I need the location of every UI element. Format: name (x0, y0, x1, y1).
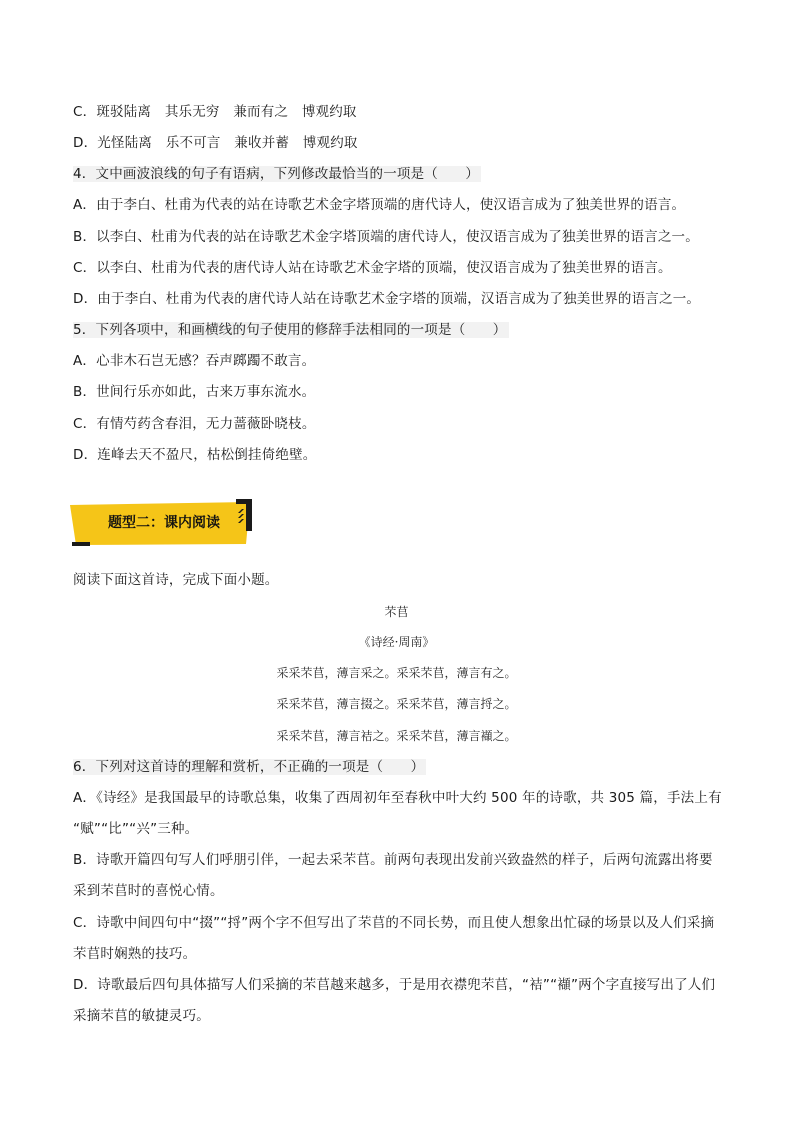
question-6-option-d-line-1: D．诗歌最后四句具体描写人们采摘的芣苢越来越多，于是用衣襟兜芣苢，“袺”“襭”两个字直接写出了人们 (73, 977, 716, 993)
question-6-option-d-line-2: 采摘芣苢的敏捷灵巧。 (73, 1008, 210, 1024)
reading-intro: 阅读下面这首诗，完成下面小题。 (73, 572, 279, 588)
question-4-option-d: D．由于李白、杜甫为代表的唐代诗人站在诗歌艺术金字塔的顶端，汉语言成为了独美世界的语言之一。 (73, 291, 701, 307)
question-6-option-a-line-1: A．《诗经》是我国最早的诗歌总集，收集了西周初年至春秋中叶大约 500 年的诗歌，共 305 篇，手法上有 (73, 790, 722, 806)
question-5-option-a: A．心非木石岂无感？吞声踯躅不敢言。 (73, 353, 316, 369)
question-6-option-c-line-2: 芣苢时娴熟的技巧。 (73, 946, 197, 962)
question-5-option-d: D．连峰去天不盈尺，枯松倒挂倚绝壁。 (73, 447, 317, 463)
section-banner (70, 499, 256, 547)
question-5-stem-text: 5．下列各项中，和画横线的句子使用的修辞手法相同的一项是（ ） (73, 322, 507, 338)
banner-dark-edge (246, 499, 252, 531)
poem-line-1: 采采芣苢，薄言采之。采采芣苢，薄言有之。 (276, 666, 517, 680)
question-6-stem-text: 6．下列对这首诗的理解和赏析，不正确的一项是（ ） (73, 759, 425, 775)
poem-source: 《诗经·周南》 (358, 635, 435, 649)
question-4-option-c: C．以李白、杜甫为代表的唐代诗人站在诗歌艺术金字塔的顶端，使汉语言成为了独美世界的语言。 (73, 260, 672, 276)
poem-title: 芣苢 (384, 605, 409, 619)
question-6-option-b-line-2: 采到芣苢时的喜悦心情。 (73, 883, 224, 899)
question-4-stem (73, 164, 481, 184)
question-6-option-b-line-1: B．诗歌开篇四句写人们呼朋引伴，一起去采芣苢。前两句表现出发前兴致盎然的样子，后两句流露出将要 (73, 852, 713, 868)
poem-line-2: 采采芣苢，薄言掇之。采采芣苢，薄言捋之。 (276, 697, 517, 711)
question-6-option-c-line-1: C．诗歌中间四句中“掇”“捋”两个字不但写出了芣苢的不同长势，而且使人想象出忙碌的场景以及人们采摘 (73, 915, 715, 931)
option-d-prev: D．光怪陆离 乐不可言 兼收并蓄 博观约取 (73, 135, 358, 151)
poem-line-3: 采采芣苢，薄言袺之。采采芣苢，薄言襭之。 (276, 729, 517, 743)
option-c-prev: C．斑驳陆离 其乐无穷 兼而有之 博观约取 (73, 104, 357, 120)
question-5-option-c: C．有情芍药含春泪，无力蔷薇卧晓枝。 (73, 416, 316, 432)
question-6-option-a-line-2: “赋”“比”“兴”三种。 (73, 821, 199, 837)
question-6-stem (73, 757, 426, 777)
question-4-stem-text: 4．文中画波浪线的句子有语病，下列修改最恰当的一项是（ ） (73, 166, 480, 182)
question-5-stem (73, 320, 509, 340)
question-4-option-a: A．由于李白、杜甫为代表的站在诗歌艺术金字塔顶端的唐代诗人，使汉语言成为了独美世界的语言。 (73, 197, 686, 213)
question-4-option-b: B．以李白、杜甫为代表的站在诗歌艺术金字塔顶端的唐代诗人，使汉语言成为了独美世界的语言之一。 (73, 229, 699, 245)
section-title: 题型二：课内阅读 (108, 515, 220, 531)
question-5-option-b: B．世间行乐亦如此，古来万事东流水。 (73, 384, 316, 400)
